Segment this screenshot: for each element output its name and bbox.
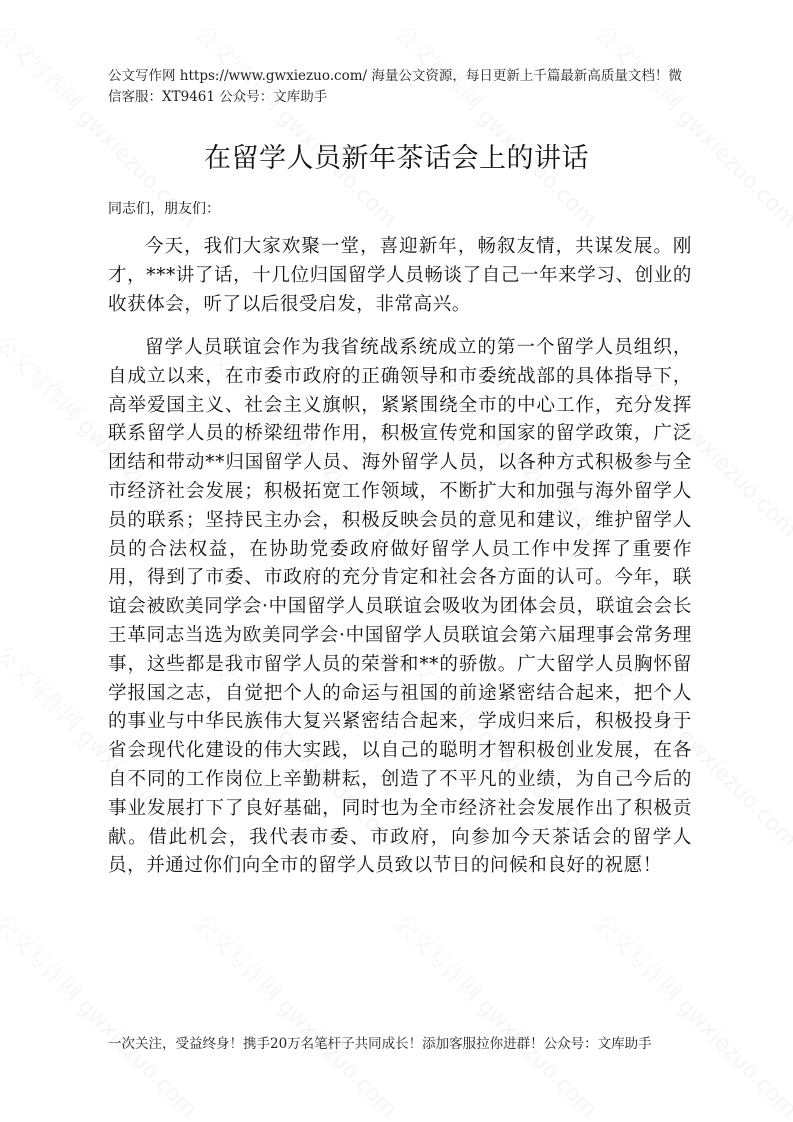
watermark — [0, 908, 205, 1122]
header-note: 公文写作网 https://www.gwxiezuo.com/ 海量公文资源，每日更新上千篇最新高质量文档！微信客服：XT9461 公众号：文库助手 — [108, 68, 682, 105]
watermark — [189, 18, 405, 234]
watermark — [189, 908, 405, 1122]
watermark — [389, 18, 605, 234]
watermark — [589, 18, 793, 234]
footer-note: 一次关注，受益终身！携手20万名笔杆子共同成长！添加客服拉你进群！公众号：文库助手 — [108, 1036, 652, 1052]
salutation: 同志们，朋友们： — [108, 201, 220, 217]
document-title: 在留学人员新年茶话会上的讲话 — [204, 143, 589, 174]
watermark — [589, 908, 793, 1122]
watermark — [389, 908, 605, 1122]
paragraph: 今天，我们大家欢聚一堂，喜迎新年，畅叙友情，共谋发展。刚才，***讲了话，十几位归国留学人员畅谈了自己一年来学习、创业的收获体会，听了以后很受启发，非常高兴。 — [108, 236, 692, 315]
paragraph: 留学人员联谊会作为我省统战系统成立的第一个留学人员组织，自成立以来，在市委市政府的正确领导和市委统战部的具体指导下，高举爱国主义、社会主义旗帜，紧紧围绕全市的中心工作，充分发挥联系留学人员的桥梁纽带作用，积极宣传党和国家的留学政策，广泛团结和带动**归国留学人员、海外留学人员，以各种方式积极参与全市经济社会发展；积极拓宽工作领域，不断扩大和加强与海外留学人员的联系；坚持民主办会，积极反映会员的意见和建议，维护留学人员的合法权益，在协助党委政府做好留学人员工作中发挥了重要作用，得到了市委、市政府的充分肯定和社会各方面的认可。今年，联谊会被欧美同学会·中国留学人员联谊会吸收为团体会员，联谊会会长王革同志当选为欧美同学会·中国留学人员联谊会第六届理事会常务理事，这些都是我市留学人员的荣誉和**的骄傲。广大留学人员胸怀留学报国之志，自觉把个人的命运与祖国的前途紧密结合起来，把个人的事业与中华民族伟大复兴紧密结合起来，学成归来后，积极投身于省会现代化建设的伟大实践，以自己的聪明才智积极创业发展，在各自不同的工作岗位上辛勤耕耘，创造了不平凡的业绩，为自己今后的事业发展打下了良好基础，同时也为全市经济社会发展作出了积极贡献。借此机会，我代表市委、市政府，向参加今天茶话会的留学人员，并通过你们向全市的留学人员致以节日的问候和良好的祝愿！ — [108, 337, 692, 877]
